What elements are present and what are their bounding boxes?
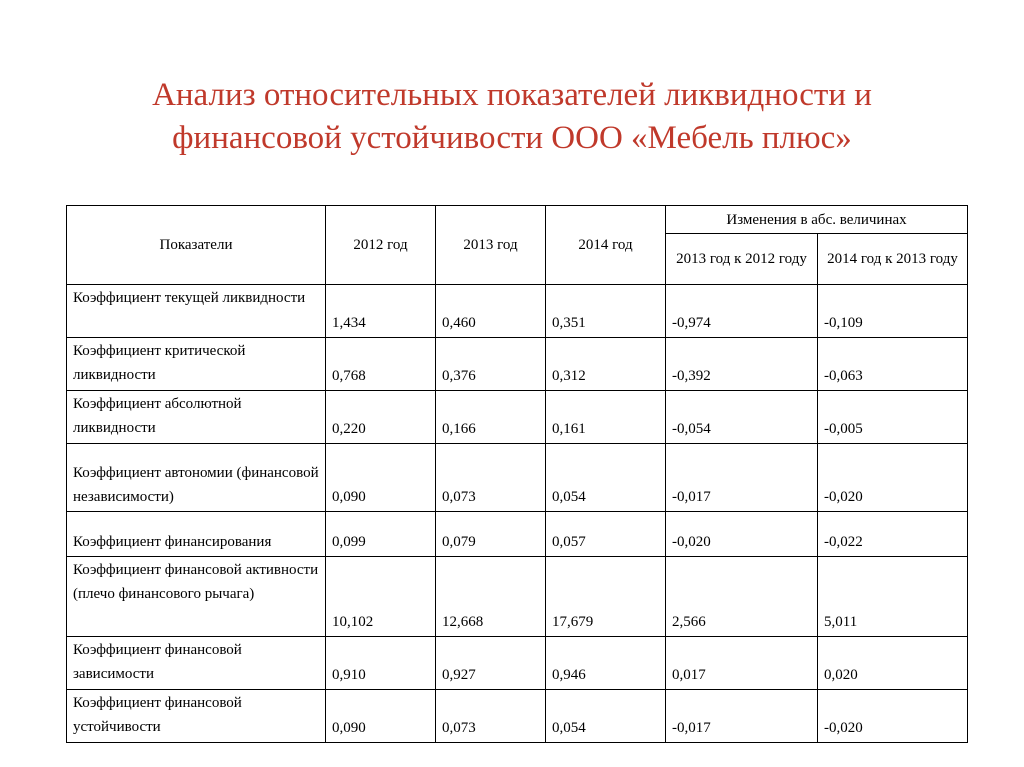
row-label: Коэффициент текущей ликвидности [67, 285, 326, 338]
cell-2014: 0,057 [546, 512, 666, 557]
row-label: Коэффициент финансовой зависимости [67, 637, 326, 690]
cell-2013: 0,079 [436, 512, 546, 557]
header-indicators: Показатели [67, 206, 326, 285]
row-label: Коэффициент финансовой активности (плечо финансового рычага) [67, 557, 326, 637]
cell-2013: 0,166 [436, 391, 546, 444]
cell-2012: 0,220 [326, 391, 436, 444]
table-row [67, 338, 968, 391]
cell-2013: 0,073 [436, 690, 546, 743]
header-2013: 2013 год [436, 206, 546, 285]
cell-2012: 0,910 [326, 637, 436, 690]
cell-2014: 0,054 [546, 444, 666, 512]
cell-change-2013: -0,020 [666, 512, 818, 557]
cell-2014: 0,161 [546, 391, 666, 444]
cell-change-2013: 0,017 [666, 637, 818, 690]
cell-change-2014: -0,020 [818, 690, 968, 743]
cell-change-2013: -0,392 [666, 338, 818, 391]
cell-2014: 0,351 [546, 285, 666, 338]
slide-title-line-1: Анализ относительных показателей ликвидности и [152, 77, 872, 113]
cell-change-2013: -0,974 [666, 285, 818, 338]
header-change-2013-vs-2012: 2013 год к 2012 году [666, 234, 818, 285]
cell-change-2014: -0,063 [818, 338, 968, 391]
cell-2014: 0,054 [546, 690, 666, 743]
row-label: Коэффициент финансирования [67, 512, 326, 557]
indicators-table [66, 205, 968, 743]
row-label: Коэффициент финансовой устойчивости [67, 690, 326, 743]
cell-2013: 0,376 [436, 338, 546, 391]
table-row [67, 512, 968, 557]
header-change-2014-vs-2013: 2014 год к 2013 году [818, 234, 968, 285]
cell-2014: 0,946 [546, 637, 666, 690]
cell-change-2014: -0,005 [818, 391, 968, 444]
header-2012: 2012 год [326, 206, 436, 285]
table-row [67, 444, 968, 512]
cell-change-2013: 2,566 [666, 557, 818, 637]
cell-2014: 0,312 [546, 338, 666, 391]
cell-2013: 0,927 [436, 637, 546, 690]
cell-change-2014: -0,109 [818, 285, 968, 338]
cell-2012: 0,090 [326, 690, 436, 743]
row-label: Коэффициент абсолютной ликвидности [67, 391, 326, 444]
table-row [67, 285, 968, 338]
cell-change-2014: -0,022 [818, 512, 968, 557]
row-label: Коэффициент критической ликвидности [67, 338, 326, 391]
row-label: Коэффициент автономии (финансовой независимости) [67, 444, 326, 512]
table-row [67, 557, 968, 637]
slide-title [0, 74, 1024, 160]
cell-change-2014: -0,020 [818, 444, 968, 512]
table-row [67, 391, 968, 444]
header-changes-group: Изменения в абс. величинах [666, 206, 968, 234]
cell-change-2014: 5,011 [818, 557, 968, 637]
cell-2012: 0,768 [326, 338, 436, 391]
cell-2012: 0,090 [326, 444, 436, 512]
cell-2012: 0,099 [326, 512, 436, 557]
cell-change-2013: -0,017 [666, 444, 818, 512]
cell-2013: 0,073 [436, 444, 546, 512]
cell-2013: 0,460 [436, 285, 546, 338]
slide-title-line-2: финансовой устойчивости ООО «Мебель плюс» [172, 120, 852, 156]
table-row [67, 690, 968, 743]
cell-2012: 10,102 [326, 557, 436, 637]
header-2014: 2014 год [546, 206, 666, 285]
table-row [67, 637, 968, 690]
cell-change-2013: -0,017 [666, 690, 818, 743]
table-header-row [67, 206, 968, 234]
cell-2014: 17,679 [546, 557, 666, 637]
cell-change-2014: 0,020 [818, 637, 968, 690]
cell-change-2013: -0,054 [666, 391, 818, 444]
cell-2012: 1,434 [326, 285, 436, 338]
cell-2013: 12,668 [436, 557, 546, 637]
